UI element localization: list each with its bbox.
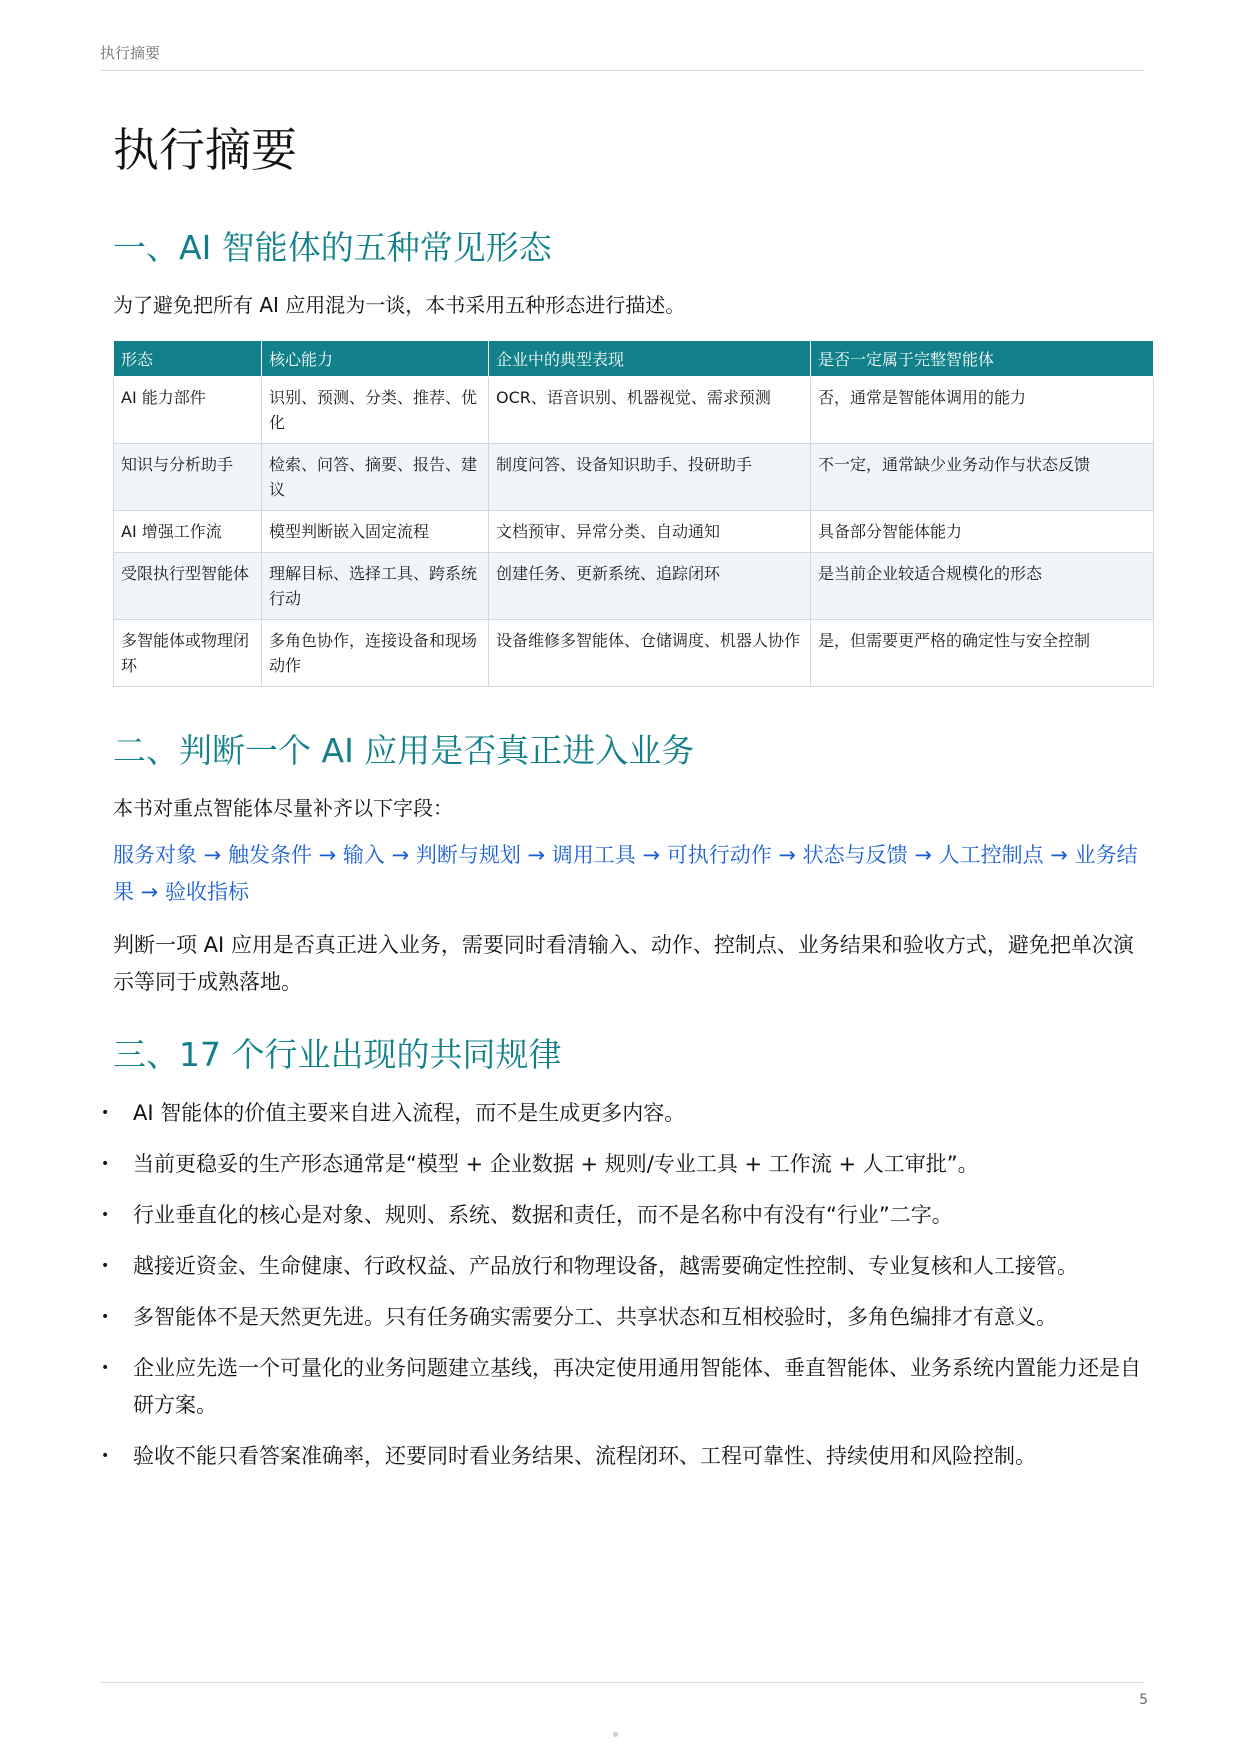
section-2-paragraph: 判断一项 AI 应用是否真正进入业务，需要同时看清输入、动作、控制点、业务结果和验收方式，避免把单次演示等同于成熟落地。	[113, 933, 1134, 994]
bullet-icon: •	[101, 1207, 110, 1223]
bullet-icon: •	[101, 1448, 110, 1464]
table-cell: 不一定，通常缺少业务动作与状态反馈	[811, 444, 1154, 511]
table-cell: 理解目标、选择工具、跨系统行动	[262, 553, 489, 620]
list-item-text: 企业应先选一个可量化的业务问题建立基线，再决定使用通用智能体、垂直智能体、业务系统内置能力还是自研方案。	[133, 1356, 1141, 1417]
running-header: 执行摘要	[100, 44, 161, 62]
table-cell: 创建任务、更新系统、追踪闭环	[489, 553, 811, 620]
list-item-text: 当前更稳妥的生产形态通常是“模型 + 企业数据 + 规则/专业工具 + 工作流 + 人工审批”。	[133, 1152, 979, 1176]
list-item	[101, 1350, 1153, 1424]
table-cell: 设备维修多智能体、仓储调度、机器人协作	[489, 620, 811, 687]
bullet-icon: •	[101, 1105, 110, 1121]
table-cell: AI 能力部件	[114, 377, 262, 444]
list-item-text: AI 智能体的价值主要来自进入流程，而不是生成更多内容。	[133, 1101, 686, 1125]
table-cell: OCR、语音识别、机器视觉、需求预测	[489, 377, 811, 444]
table-cell: 否，通常是智能体调用的能力	[811, 377, 1154, 444]
table-cell: 受限执行型智能体	[114, 553, 262, 620]
table-cell: AI 增强工作流	[114, 511, 262, 553]
table-cell: 是，但需要更严格的确定性与安全控制	[811, 620, 1154, 687]
section-1-heading: 一、AI 智能体的五种常见形态	[113, 228, 552, 267]
table-cell: 多智能体或物理闭环	[114, 620, 262, 687]
table-header-cell: 是否一定属于完整智能体	[811, 341, 1154, 377]
bullet-icon: •	[101, 1258, 110, 1274]
table-row	[114, 511, 1154, 553]
table-cell: 具备部分智能体能力	[811, 511, 1154, 553]
list-item	[101, 1146, 1153, 1183]
table-header-cell: 核心能力	[262, 341, 489, 377]
page-title: 执行摘要	[113, 123, 297, 177]
list-item	[101, 1095, 1153, 1132]
bullet-icon: •	[101, 1156, 110, 1172]
table-row	[114, 377, 1154, 444]
table-cell: 是当前企业较适合规模化的形态	[811, 553, 1154, 620]
table-header-cell: 形态	[114, 341, 262, 377]
table-cell: 制度问答、设备知识助手、投研助手	[489, 444, 811, 511]
table-cell: 检索、问答、摘要、报告、建议	[262, 444, 489, 511]
bullet-icon: •	[101, 1360, 110, 1376]
list-item	[101, 1299, 1153, 1336]
list-item	[101, 1438, 1153, 1475]
header-divider	[100, 70, 1144, 71]
list-item-text: 多智能体不是天然更先进。只有任务确实需要分工、共享状态和互相校验时，多角色编排才有意义。	[133, 1305, 1057, 1329]
list-item	[101, 1248, 1153, 1285]
table-header-row	[114, 341, 1154, 377]
table-cell: 知识与分析助手	[114, 444, 262, 511]
page-content	[101, 118, 1153, 1489]
table-header-cell: 企业中的典型表现	[489, 341, 811, 377]
table-cell: 模型判断嵌入固定流程	[262, 511, 489, 553]
scroll-indicator	[613, 1732, 618, 1737]
list-item-text: 越接近资金、生命健康、行政权益、产品放行和物理设备，越需要确定性控制、专业复核和人工接管。	[133, 1254, 1078, 1278]
agent-forms-table	[113, 340, 1154, 687]
table-row	[114, 444, 1154, 511]
section-2-intro: 本书对重点智能体尽量补齐以下字段：	[113, 796, 453, 820]
section-2-heading: 二、判断一个 AI 应用是否真正进入业务	[113, 731, 695, 770]
bullet-icon: •	[101, 1309, 110, 1325]
field-flow: 服务对象 → 触发条件 → 输入 → 判断与规划 → 调用工具 → 可执行动作 → 状态与反馈 → 人工控制点 → 业务结果 → 验收指标	[113, 843, 1138, 904]
footer-divider	[100, 1682, 1144, 1683]
table-cell: 多角色协作，连接设备和现场动作	[262, 620, 489, 687]
section-1-intro: 为了避免把所有 AI 应用混为一谈，本书采用五种形态进行描述。	[113, 293, 686, 317]
table-cell: 识别、预测、分类、推荐、优化	[262, 377, 489, 444]
patterns-list	[101, 1095, 1153, 1475]
table-row	[114, 620, 1154, 687]
list-item-text: 行业垂直化的核心是对象、规则、系统、数据和责任，而不是名称中有没有“行业”二字。	[133, 1203, 953, 1227]
list-item-text: 验收不能只看答案准确率，还要同时看业务结果、流程闭环、工程可靠性、持续使用和风险控制。	[133, 1444, 1036, 1468]
section-3-heading: 三、17 个行业出现的共同规律	[113, 1035, 562, 1074]
page-number: 5	[1139, 1692, 1148, 1708]
list-item	[101, 1197, 1153, 1234]
table-row	[114, 553, 1154, 620]
table-cell: 文档预审、异常分类、自动通知	[489, 511, 811, 553]
